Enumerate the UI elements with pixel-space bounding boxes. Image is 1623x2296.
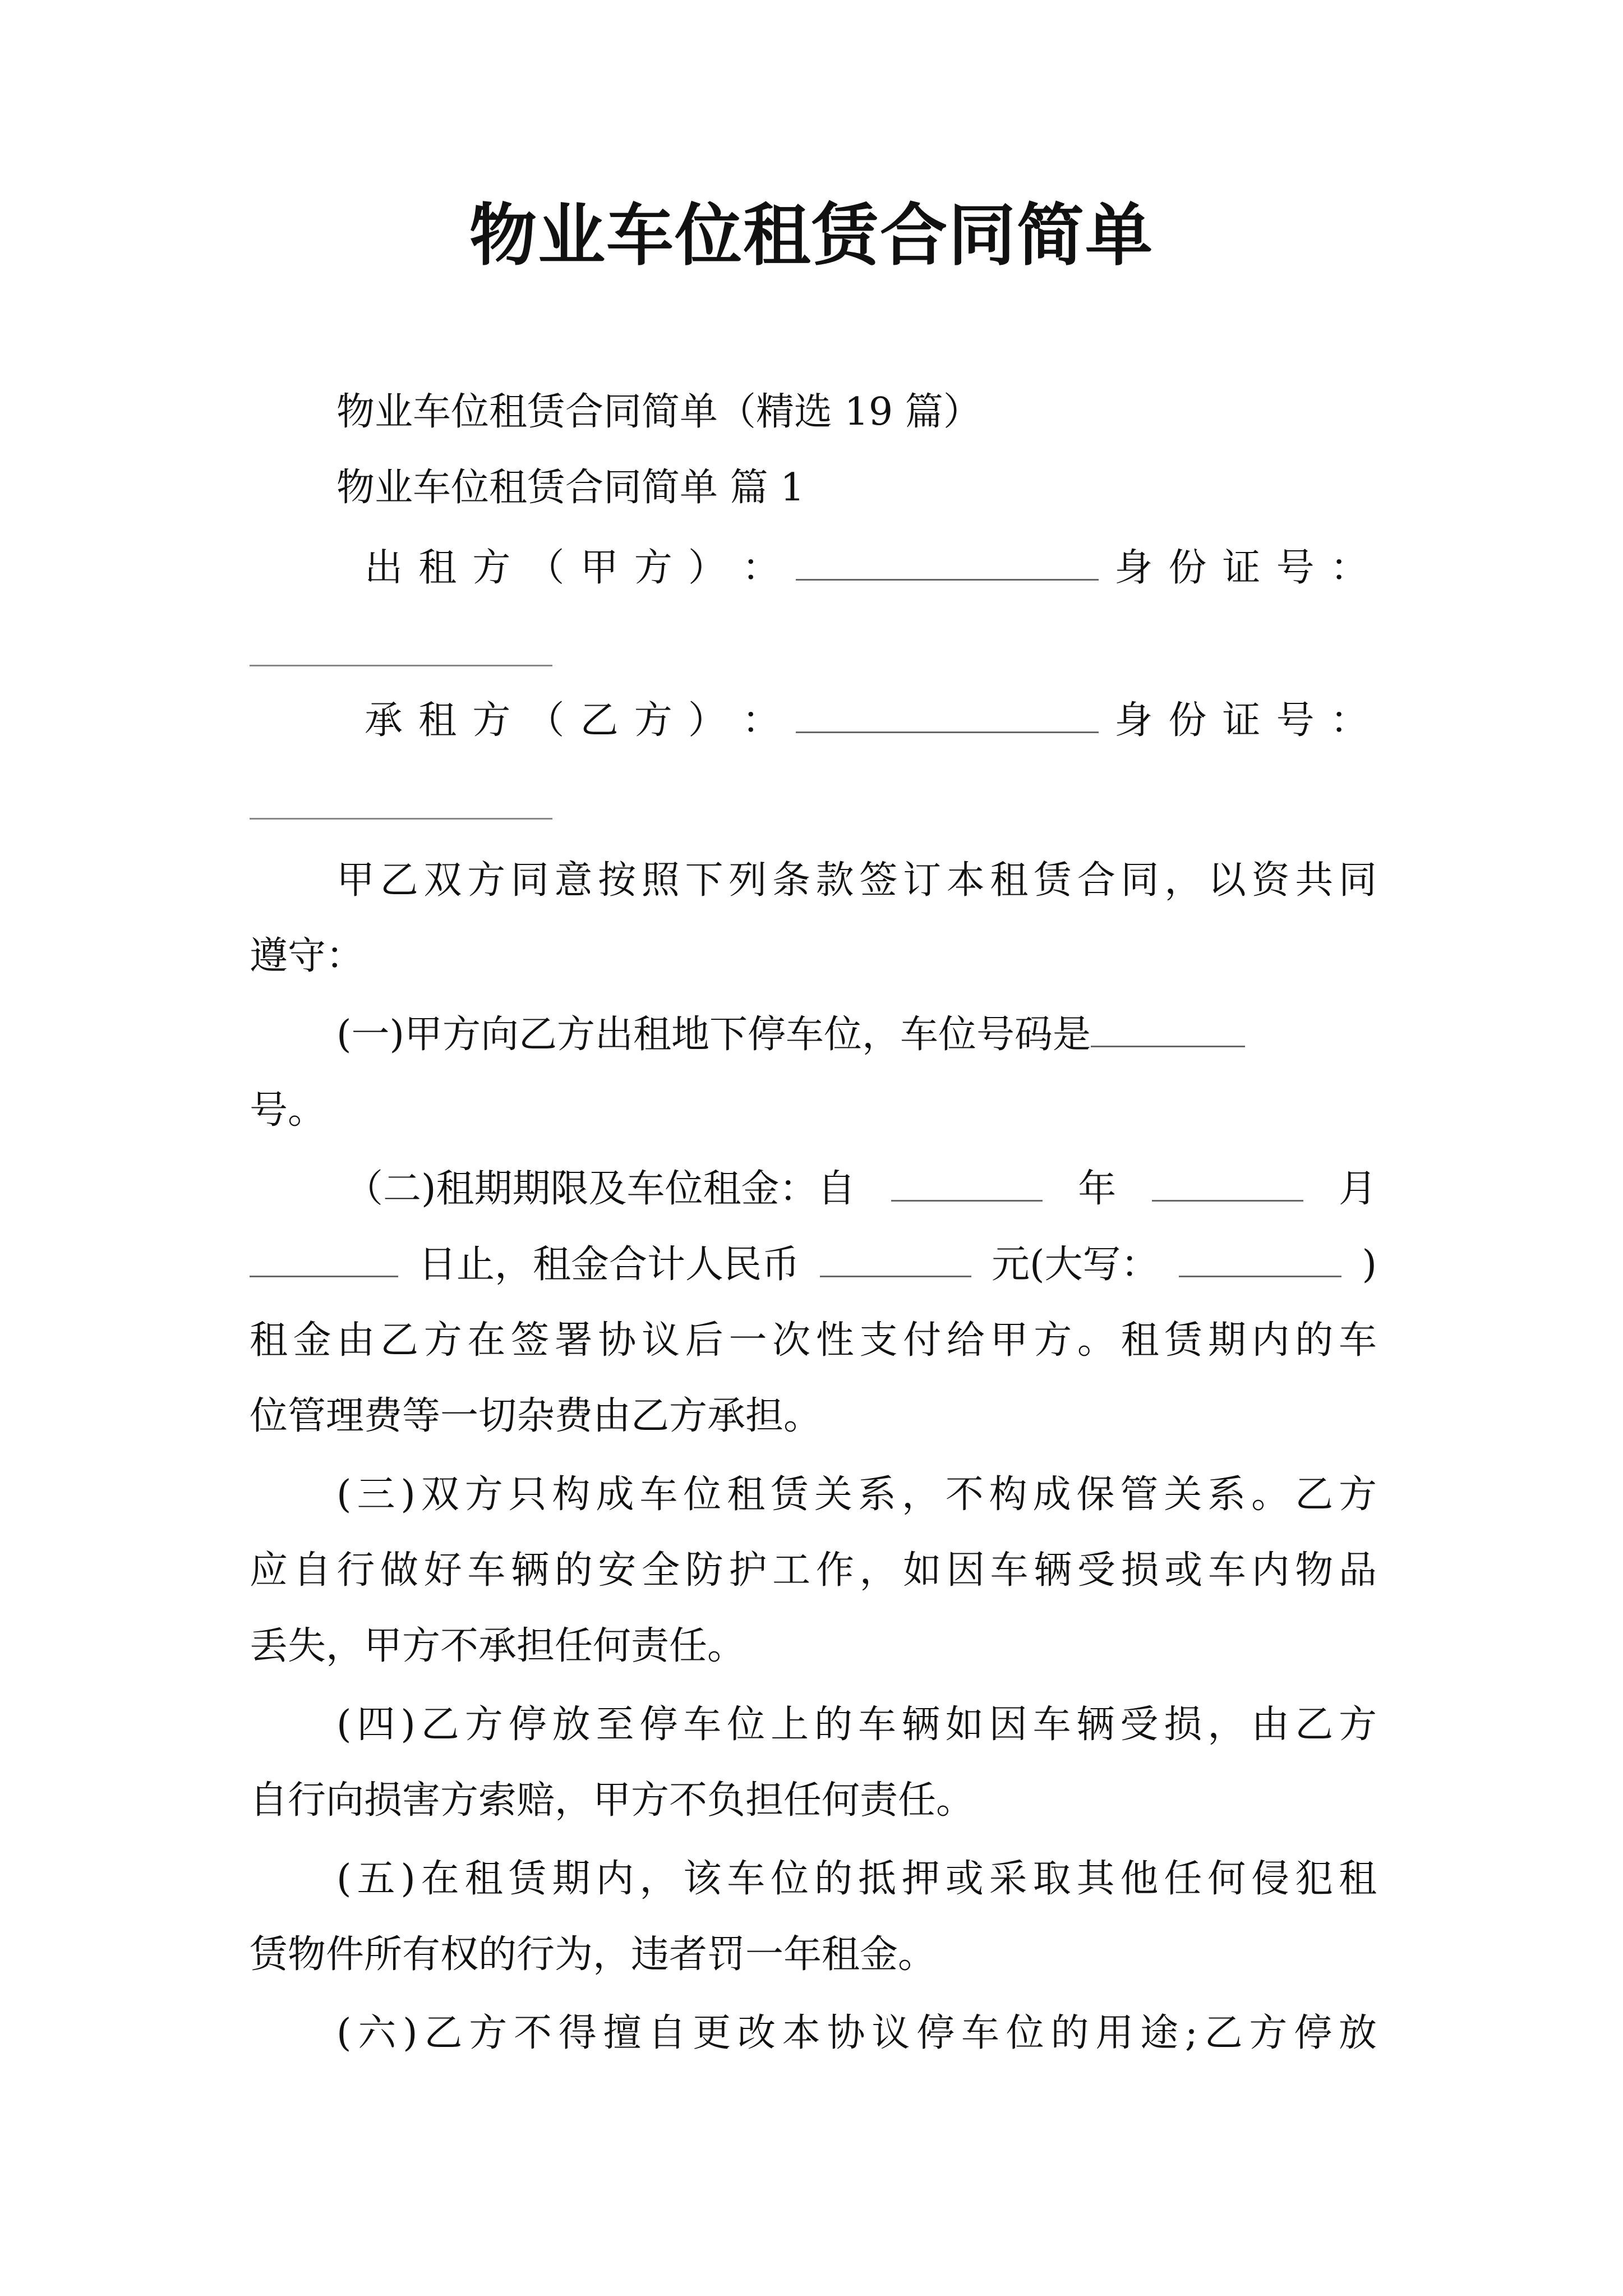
- lessor-char: 租: [418, 546, 457, 590]
- lessor-id-char: 身: [1114, 546, 1153, 590]
- clause-2-text: 年: [1078, 1167, 1117, 1211]
- lessee-id-char: 份: [1168, 698, 1207, 743]
- document-title: 物业车位租赁合同简单: [469, 196, 1154, 275]
- clause-2-line: [250, 1240, 1377, 1290]
- clause-2-text: ): [1362, 1243, 1377, 1287]
- lessor-char: 方: [472, 546, 511, 590]
- start-month-blank[interactable]: [1152, 1193, 1303, 1202]
- clause-1-line: [336, 1010, 1245, 1060]
- section-heading: 物业车位租赁合同简单 篇 1: [336, 466, 805, 510]
- lessor-char: ：: [741, 546, 780, 590]
- lessee-char: 方: [472, 698, 511, 743]
- clause-2-text: 月: [1338, 1167, 1377, 1211]
- lessee-char: 租: [418, 698, 457, 743]
- lessor-id-blank[interactable]: [250, 665, 552, 666]
- rent-amount-blank[interactable]: [820, 1269, 971, 1277]
- clause-3-line: 应自行做好车辆的安全防护工作，如因车辆受损或车内物品: [250, 1548, 1377, 1593]
- lessor-name-blank[interactable]: [796, 572, 1099, 581]
- clause-3-line: (三)双方只构成车位租赁关系，不构成保管关系。乙方: [336, 1473, 1377, 1517]
- lessee-char: 乙: [580, 698, 619, 743]
- lessor-row: [365, 543, 1368, 593]
- lessee-char: ：: [741, 698, 780, 743]
- lessee-id-char: 证: [1222, 698, 1261, 743]
- clause-2-line: 位管理费等一切杂费由乙方承担。: [250, 1394, 822, 1438]
- parking-number-blank[interactable]: [1091, 1039, 1245, 1047]
- clause-1-text: (一)甲方向乙方出租地下停车位，车位号码是: [336, 1013, 1091, 1057]
- lessor-id-char: 号: [1276, 546, 1315, 590]
- clause-2-text: 元(大写：: [991, 1243, 1159, 1287]
- clause-4-line: (四)乙方停放至停车位上的车辆如因车辆受损，由乙方: [336, 1703, 1377, 1747]
- lessee-char: ）: [688, 698, 726, 743]
- clause-4-line: 自行向损害方索赔，甲方不负担任何责任。: [250, 1778, 975, 1823]
- lessor-id-char: 证: [1222, 546, 1261, 590]
- intro-line: 甲乙双方同意按照下列条款签订本租赁合同，以资共同: [336, 858, 1377, 903]
- clause-2-line: [345, 1164, 1377, 1214]
- lessor-char: 方: [634, 546, 672, 590]
- lessor-id-char: 份: [1168, 546, 1207, 590]
- clause-2-text: 日止，租金合计人民币: [418, 1243, 800, 1287]
- lessor-char: ）: [688, 546, 726, 590]
- clause-2-line: 租金由乙方在签署协议后一次性支付给甲方。租赁期内的车: [250, 1318, 1377, 1363]
- intro-line: 遵守：: [250, 934, 365, 978]
- clause-5-line: (五)在租赁期内，该车位的抵押或采取其他任何侵犯租: [336, 1857, 1377, 1901]
- document-subtitle: 物业车位租赁合同简单（精选 19 篇）: [336, 390, 981, 434]
- lessor-id-char: ：: [1330, 546, 1368, 590]
- lessor-char: 出: [365, 546, 403, 590]
- clause-6-line: (六)乙方不得擅自更改本协议停车位的用途;乙方停放: [336, 2011, 1377, 2055]
- lessee-char: （: [526, 698, 565, 743]
- lessee-char: 承: [365, 698, 403, 743]
- lessor-char: （: [526, 546, 565, 590]
- lessee-id-char: 号: [1276, 698, 1315, 743]
- lessor-char: 甲: [580, 546, 619, 590]
- start-year-blank[interactable]: [891, 1193, 1043, 1202]
- clause-5-line: 赁物件所有权的行为，违者罚一年租金。: [250, 1932, 937, 1977]
- lessee-name-blank[interactable]: [796, 725, 1099, 733]
- lessee-char: 方: [634, 698, 672, 743]
- rent-amount-words-blank[interactable]: [1179, 1269, 1341, 1277]
- lessee-id-blank[interactable]: [250, 818, 552, 820]
- lessee-id-char: ：: [1330, 698, 1368, 743]
- clause-2-text: （二)租期期限及车位租金：自: [345, 1167, 856, 1211]
- clause-1-line: 号。: [250, 1088, 326, 1133]
- lessee-id-char: 身: [1114, 698, 1153, 743]
- lessee-row: [365, 696, 1368, 746]
- clause-3-line: 丢失，甲方不承担任何责任。: [250, 1624, 746, 1668]
- end-day-blank[interactable]: [250, 1269, 398, 1277]
